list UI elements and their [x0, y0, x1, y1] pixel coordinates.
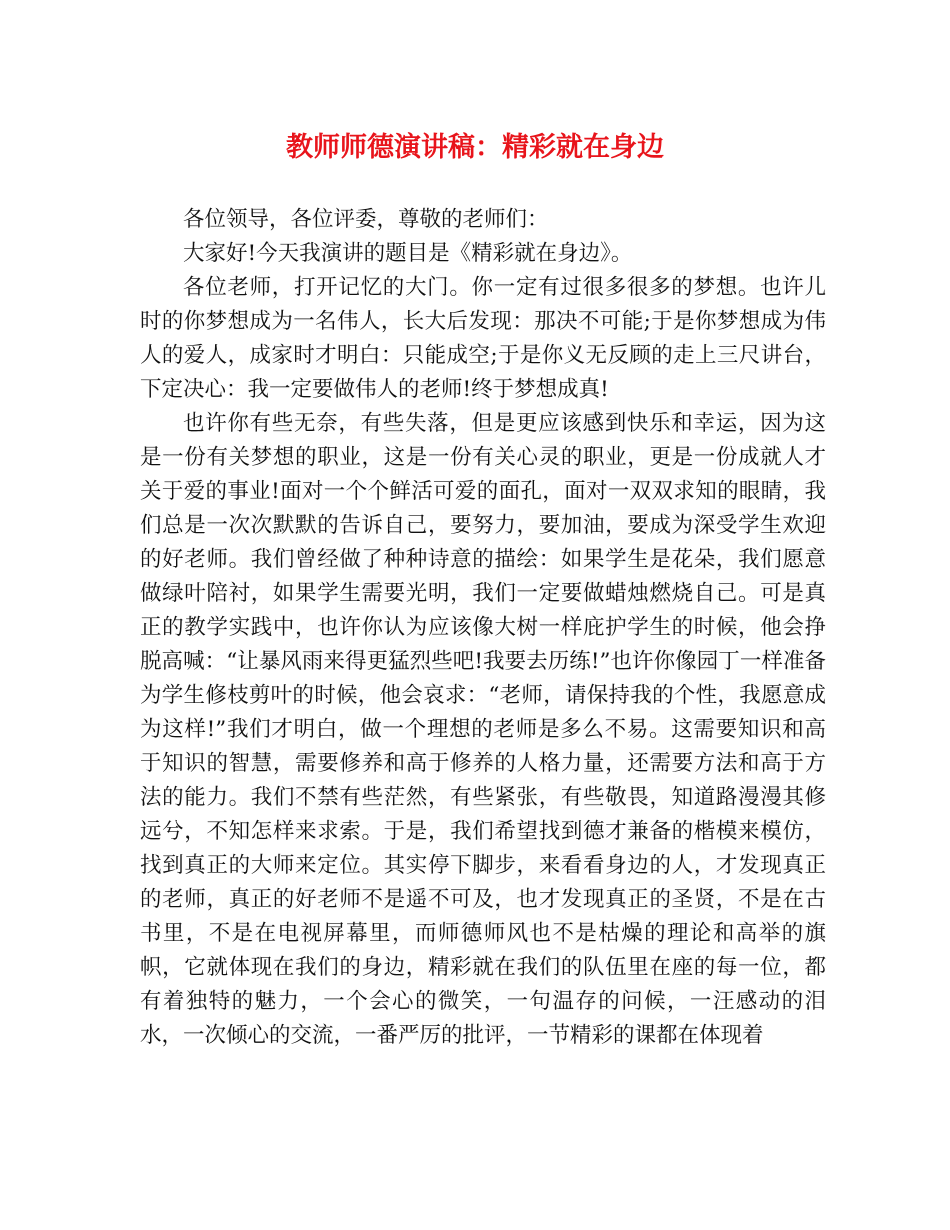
paragraph-dreams: 各位老师，打开记忆的大门。你一定有过很多很多的梦想。也许儿时的你梦想成为一名伟人，长大后发现：那决不可能;于是你梦想成为伟人的爱人，成家时才明白：只能成空;于是你义无反顾的走上三尺讲台，下定决心：我一定要做伟人的老师!终于梦想成真! [140, 275, 826, 402]
paragraph-salutation: 各位领导，各位评委，尊敬的老师们： [183, 207, 549, 232]
document-title: 教师师德演讲稿：精彩就在身边 [286, 132, 664, 163]
paragraph-greeting: 大家好!今天我演讲的题目是《精彩就在身边》。 [183, 241, 633, 266]
document-body [140, 203, 826, 1053]
paragraph-teaching: 也许你有些无奈，有些失落，但是更应该感到快乐和幸运，因为这是一份有关梦想的职业，这是一份有关心灵的职业，更是一份成就人才关于爱的事业!面对一个个鲜活可爱的面孔，面对一双双求知的眼睛，我们总是一次次默默的告诉自己，要努力，要加油，要成为深受学生欢迎的好老师。我们曾经做了种种诗意的描绘：如果学生是花朵，我们愿意做绿叶陪衬，如果学生需要光明，我们一定要做蜡烛燃烧自己。可是真正的教学实践中，也许你认为应该像大树一样庇护学生的时候，他会挣脱高喊：“让暴风雨来得更猛烈些吧!我要去历练!”也许你像园丁一样准备为学生修枝剪叶的时候，他会哀求：“老师，请保持我的个性，我愿意成为这样!”我们才明白，做一个理想的老师是多么不易。这需要知识和高于知识的智慧，需要修养和高于修养的人格力量，还需要方法和高于方法的能力。我们不禁有些茫然，有些紧张，有些敬畏，知道路漫漫其修远兮，不知怎样来求索。于是，我们希望找到德才兼备的楷模来模仿，找到真正的大师来定位。其实停下脚步，来看看身边的人，才发现真正的老师，真正的好老师不是遥不可及，也才发现真正的圣贤，不是在古书里，不是在电视屏幕里，而师德师风也不是枯燥的理论和高举的旗帜，它就体现在我们的身边，精彩就在我们的队伍里在座的每一位，都有着独特的魅力，一个会心的微笑，一句温存的问候，一汪感动的泪水，一次倾心的交流，一番严厉的批评，一节精彩的课都在体现着 [140, 411, 826, 1048]
